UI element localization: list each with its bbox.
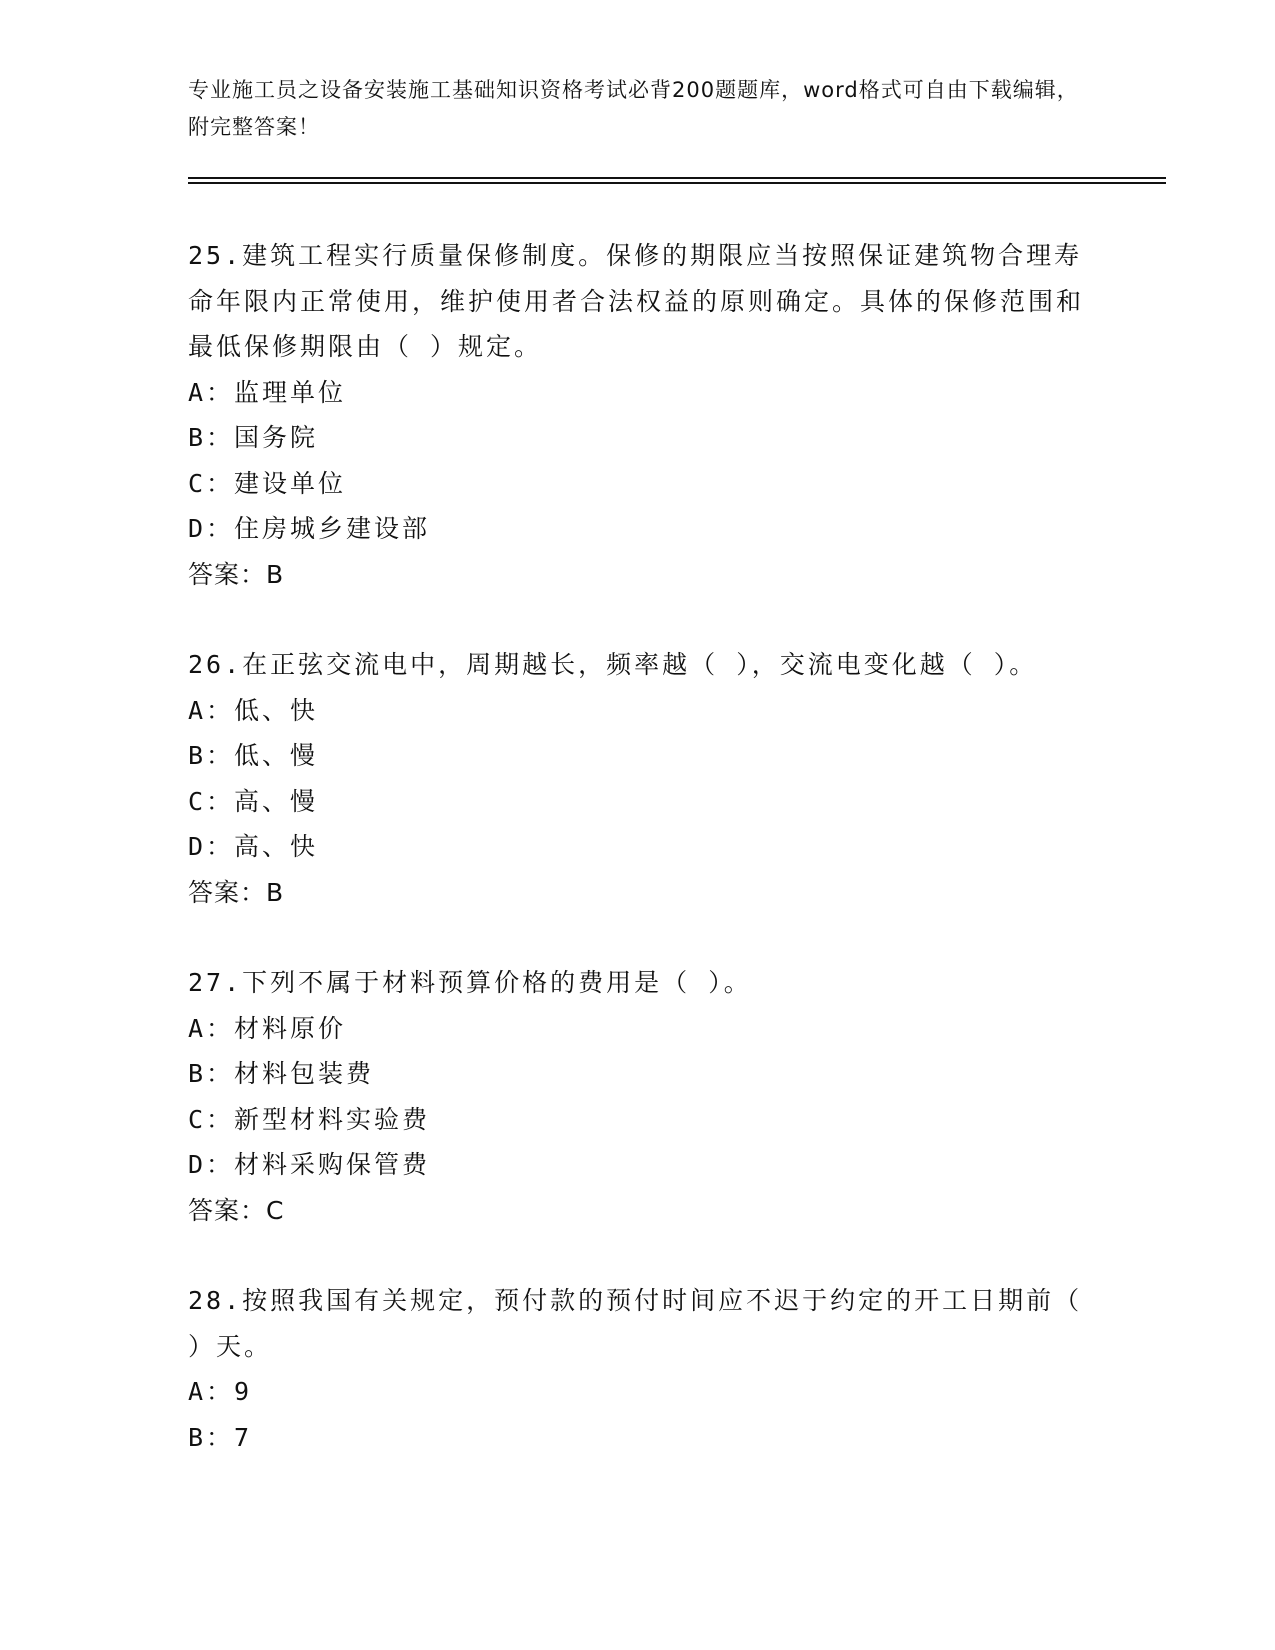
question-28 <box>188 1278 1088 1460</box>
option-letter: C： <box>188 786 235 816</box>
answer-line: 答案：C <box>188 1195 285 1225</box>
answer-line: 答案：B <box>188 877 285 907</box>
header-divider-bottom <box>188 182 1166 184</box>
document-header: 专业施工员之设备安装施工基础知识资格考试必背200题题库，word格式可自由下载编辑，附完整答案！ <box>188 78 1079 139</box>
option-text: 住房城乡建设部 <box>234 514 431 543</box>
option-b <box>188 1051 1088 1097</box>
option-letter: D： <box>188 832 235 861</box>
option-letter: B： <box>188 1422 235 1452</box>
option-d <box>188 824 1088 870</box>
option-a <box>188 1006 1088 1052</box>
option-letter: A： <box>188 1377 235 1406</box>
option-letter: B： <box>188 423 235 452</box>
option-text: 低、慢 <box>234 741 319 770</box>
option-text: 建设单位 <box>234 468 347 498</box>
question-stem: 25.建筑工程实行质量保修制度。保修的期限应当按照保证建筑物合理寿命年限内正常使用，维护使用者合法权益的原则确定。具体的保修范围和最低保修期限由（ ）规定。 <box>188 241 1085 361</box>
option-text: 低、快 <box>234 695 319 725</box>
option-letter: D： <box>188 1150 235 1179</box>
option-text: 材料包装费 <box>234 1059 375 1088</box>
option-b <box>188 1415 1088 1461</box>
option-text: 7 <box>234 1422 253 1452</box>
option-text: 监理单位 <box>234 377 347 407</box>
question-list <box>188 233 1088 1505</box>
option-letter: B： <box>188 1059 235 1088</box>
option-letter: D： <box>188 514 235 543</box>
option-letter: A： <box>188 695 235 725</box>
option-letter: B： <box>188 741 235 770</box>
question-stem: 27.下列不属于材料预算价格的费用是（ ）。 <box>188 968 752 997</box>
option-text: 高、快 <box>234 832 319 861</box>
option-d <box>188 506 1088 552</box>
option-letter: A： <box>188 377 235 407</box>
option-c <box>188 461 1088 507</box>
option-b <box>188 415 1088 461</box>
option-letter: A： <box>188 1013 235 1043</box>
option-text: 高、慢 <box>234 786 319 816</box>
option-c <box>188 779 1088 825</box>
question-stem: 28.按照我国有关规定，预付款的预付时间应不迟于约定的开工日期前（ ）天。 <box>188 1286 1083 1361</box>
option-letter: C： <box>188 1104 235 1134</box>
option-c <box>188 1097 1088 1143</box>
answer-line: 答案：B <box>188 559 285 589</box>
option-a <box>188 688 1088 734</box>
option-b <box>188 733 1088 779</box>
option-text: 新型材料实验费 <box>234 1104 431 1134</box>
option-text: 国务院 <box>234 423 319 452</box>
question-stem: 26.在正弦交流电中，周期越长，频率越（ ），交流电变化越（ ）。 <box>188 650 1038 679</box>
option-text: 材料原价 <box>234 1013 347 1043</box>
option-a <box>188 370 1088 416</box>
header-divider-top <box>188 177 1166 179</box>
question-27 <box>188 960 1088 1233</box>
option-text: 材料采购保管费 <box>234 1150 431 1179</box>
option-a <box>188 1369 1088 1415</box>
option-d <box>188 1142 1088 1188</box>
question-26 <box>188 642 1088 915</box>
option-letter: C： <box>188 468 235 498</box>
question-25 <box>188 233 1088 597</box>
option-text: 9 <box>234 1377 253 1406</box>
